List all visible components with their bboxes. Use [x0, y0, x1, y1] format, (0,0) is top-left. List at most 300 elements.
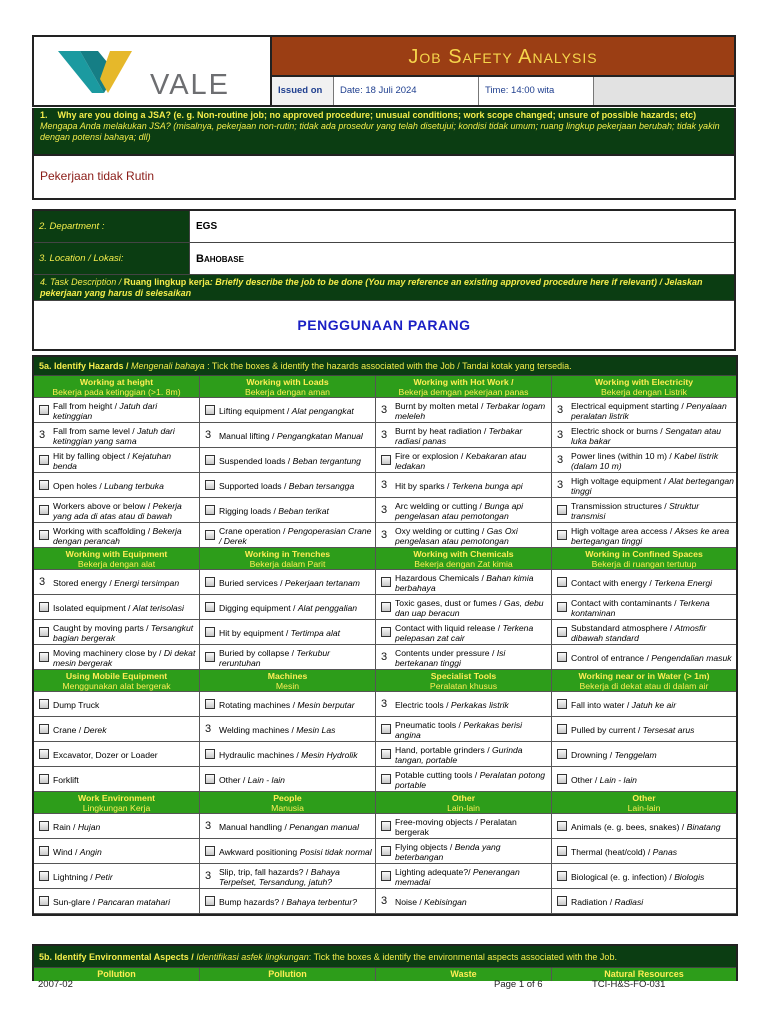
checked-checkbox[interactable]: [39, 577, 49, 587]
category-title: Working in Confined Spaces: [585, 549, 703, 559]
checked-checkbox[interactable]: [205, 871, 215, 881]
hazard-label-en: Hit by falling object /: [53, 450, 133, 461]
hazard-item[interactable]: [376, 595, 552, 620]
hazard-label-id: Penerangan memadai: [395, 866, 520, 887]
hazard-label: [395, 623, 549, 643]
hazard-checkbox[interactable]: [557, 774, 567, 784]
hazard-label-id: Derek: [83, 724, 107, 735]
department-row: [34, 211, 734, 243]
hazard-label-en: Stored energy /: [53, 577, 115, 588]
category-title: Working near or in Water (> 1m): [578, 671, 710, 681]
department-value[interactable]: EGS: [196, 221, 218, 232]
hazard-checkbox[interactable]: [381, 774, 391, 784]
hazard-label: [395, 598, 549, 618]
hazard-category-header: [200, 792, 376, 814]
hazard-item[interactable]: [200, 595, 376, 620]
hazard-label-en: Contents under pressure /: [395, 647, 497, 658]
hazard-label-id: Jatuh dari ketinggian: [53, 400, 158, 421]
hazard-category-header: [200, 548, 376, 570]
hazard-item[interactable]: [34, 523, 200, 548]
hazard-item[interactable]: [552, 473, 736, 498]
category-title: People: [273, 793, 302, 803]
checked-checkbox[interactable]: [557, 455, 567, 465]
category-subtitle: Lingkungan Kerja: [82, 803, 151, 813]
hazard-category-header: [376, 376, 552, 398]
hazard-item[interactable]: [376, 620, 552, 645]
hazard-label: [571, 872, 704, 882]
hazard-category-header: [376, 670, 552, 692]
hazard-label-en: Electric shock or burns /: [571, 425, 666, 436]
hazard-checkbox[interactable]: [39, 896, 49, 906]
hazard-label-en: Pulled by current /: [571, 724, 643, 735]
hazard-item[interactable]: [34, 717, 200, 742]
hazard-item[interactable]: [376, 473, 552, 498]
hazard-checkbox[interactable]: [381, 724, 391, 734]
hazard-label: [219, 603, 357, 613]
hazard-checkbox[interactable]: [39, 505, 49, 515]
hazard-item[interactable]: [200, 523, 376, 548]
section1-number: 1.: [40, 110, 48, 120]
checked-checkbox[interactable]: [381, 896, 391, 906]
category-subtitle: Mesin: [275, 681, 300, 691]
hazard-label-id: Bekerja dengan perancah: [53, 525, 182, 546]
hazard-label-id: Kebakaran atau ledakan: [395, 450, 527, 471]
hazard-checkbox[interactable]: [557, 846, 567, 856]
hazard-checkbox[interactable]: [557, 627, 567, 637]
hazard-item[interactable]: [552, 767, 736, 792]
hazard-label: [53, 872, 113, 882]
hazard-label-en: Toxic gases, dust or fumes /: [395, 597, 504, 608]
hazard-label-en: Manual handling /: [219, 821, 290, 832]
hazard-label: [53, 401, 197, 421]
hazard-label: [219, 725, 335, 735]
hazard-label-en: Caught by moving parts /: [53, 622, 151, 633]
hazard-label-id: Mesin Hydrolik: [301, 749, 358, 760]
hazard-checkbox[interactable]: [39, 871, 49, 881]
hazard-checkbox[interactable]: [39, 846, 49, 856]
hazard-label-en: Burnt by heat radiation /: [395, 425, 489, 436]
hazard-checkbox[interactable]: [381, 602, 391, 612]
hazard-label-id: Gas Oxi pengelasan atau pemotongan: [395, 525, 518, 546]
hazard-label: [395, 770, 549, 790]
category-title: Working at height: [79, 377, 154, 387]
hazard-checkbox[interactable]: [205, 577, 215, 587]
hazard-label-en: Moving machinery close by /: [53, 647, 164, 658]
hazard-label-id: Gurinda tangan, portable: [395, 744, 523, 765]
hazard-label-en: Isolated equipment /: [53, 602, 133, 613]
hazard-item[interactable]: [552, 448, 736, 473]
checked-checkbox[interactable]: [381, 530, 391, 540]
date-field[interactable]: Date: 18 Juli 2024: [334, 77, 479, 105]
checked-checkbox[interactable]: [381, 505, 391, 515]
hazard-item[interactable]: [376, 645, 552, 670]
category-title: Working with Hot Work /: [413, 377, 514, 387]
hazard-label: [53, 578, 179, 588]
hazard-item[interactable]: [376, 864, 552, 889]
time-field[interactable]: Time: 14:00 wita: [479, 77, 594, 105]
hazard-label-id: Energi tersimpan: [114, 577, 180, 588]
hazard-label-id: Angin: [79, 846, 102, 857]
hazard-label-id: Lubang terbuka: [104, 480, 164, 491]
hazard-label: [53, 623, 197, 643]
hazard-item[interactable]: [376, 717, 552, 742]
hazard-label: [53, 725, 107, 735]
hazard-item[interactable]: [200, 814, 376, 839]
hazard-checkbox[interactable]: [39, 480, 49, 490]
hazard-item[interactable]: [376, 692, 552, 717]
section1-question: [32, 108, 736, 156]
hazard-label: [571, 401, 734, 421]
hazard-item[interactable]: [552, 864, 736, 889]
section5b-title: [34, 946, 736, 968]
hazard-checkbox[interactable]: [557, 577, 567, 587]
hazard-label-id: Penangan manual: [289, 821, 359, 832]
hazard-label: [53, 847, 102, 857]
section1-question-en: Why are you doing a JSA? (e. g. Non-routine job; no approved procedure; unusual conditions; work scope changed; unsure of possible hazards; etc): [57, 110, 697, 120]
hazard-label-id: Terbakar logam meleleh: [395, 400, 546, 421]
hazard-checkbox[interactable]: [205, 405, 215, 415]
hazard-label-id: Mesin berputar: [297, 699, 355, 710]
section5a-title: [34, 357, 736, 376]
hazard-label-en: Lifting equipment /: [219, 405, 292, 416]
category-title: Other: [632, 793, 656, 803]
hazard-item[interactable]: [376, 814, 552, 839]
hazard-item[interactable]: [200, 767, 376, 792]
hazard-item[interactable]: [376, 498, 552, 523]
checked-checkbox[interactable]: [39, 430, 49, 440]
hazard-label-en: Buried services /: [219, 577, 285, 588]
hazard-item[interactable]: [200, 717, 376, 742]
hazard-item[interactable]: [552, 620, 736, 645]
hazard-label-en: Welding machines /: [219, 724, 297, 735]
hazard-item[interactable]: [34, 864, 200, 889]
hazard-checkbox[interactable]: [557, 896, 567, 906]
hazard-label-id: Penyalaan peralatan listrik: [571, 400, 727, 421]
hazard-checkbox[interactable]: [205, 530, 215, 540]
hazard-item[interactable]: [34, 595, 200, 620]
hazard-checkbox[interactable]: [557, 530, 567, 540]
footer-page-number: Page 1 of 6: [494, 979, 543, 990]
hazard-item[interactable]: [200, 692, 376, 717]
hazard-item[interactable]: [200, 570, 376, 595]
hazard-label-en: Awkward positioning: [219, 846, 300, 857]
hazard-label: [395, 897, 467, 907]
hazard-label-id: Hujan: [77, 821, 101, 832]
hazard-label: [395, 745, 549, 765]
checked-checkbox[interactable]: [381, 652, 391, 662]
hazard-item[interactable]: [552, 570, 736, 595]
hazard-label-en: Wind /: [53, 846, 80, 857]
hazard-checkbox[interactable]: [381, 821, 391, 831]
section5b-title-a: 5b. Identify Environmental Aspects /: [39, 952, 194, 962]
footer-form-code: TCI-H&S-FO-031: [592, 979, 666, 990]
hazard-checkbox[interactable]: [39, 652, 49, 662]
category-title: Using Mobile Equipment: [65, 671, 168, 681]
hazard-checkbox[interactable]: [557, 821, 567, 831]
category-subtitle: Bekerja pada ketinggian (>1. 8m): [52, 387, 181, 397]
hazard-item[interactable]: [200, 742, 376, 767]
hazard-item[interactable]: [200, 864, 376, 889]
hazard-item[interactable]: [552, 498, 736, 523]
hazard-label-en: High voltage area access /: [571, 525, 675, 536]
hazard-item[interactable]: [34, 570, 200, 595]
hazard-item[interactable]: [376, 448, 552, 473]
hazard-checkbox[interactable]: [39, 455, 49, 465]
hazard-label: [571, 476, 734, 496]
hazard-label-id: Isi bertekanan tinggi: [395, 647, 506, 668]
checked-checkbox[interactable]: [381, 699, 391, 709]
hazard-item[interactable]: [34, 742, 200, 767]
hazard-item[interactable]: [552, 645, 736, 670]
hazard-item[interactable]: [34, 767, 200, 792]
hazard-label-en: Free-moving objects / Peralatan bergerak: [395, 816, 517, 837]
hazard-checkbox[interactable]: [557, 749, 567, 759]
hazard-item[interactable]: [552, 839, 736, 864]
hazard-checkbox[interactable]: [381, 871, 391, 881]
hazard-item[interactable]: [34, 398, 200, 423]
hazard-checkbox[interactable]: [39, 749, 49, 759]
hazard-label: [219, 406, 354, 416]
checked-checkbox[interactable]: [381, 405, 391, 415]
hazard-checkbox[interactable]: [205, 846, 215, 856]
hazard-item[interactable]: [200, 889, 376, 914]
hazard-label-en: Fire or explosion /: [395, 450, 466, 461]
hazard-label: [395, 451, 549, 471]
hazard-label: [571, 847, 677, 857]
hazard-label-id: Atmosfir dibawah standard: [571, 622, 707, 643]
category-subtitle: Lain-lain: [627, 803, 661, 813]
hazard-checkbox[interactable]: [381, 749, 391, 759]
hazard-item[interactable]: [200, 839, 376, 864]
hazard-category-header: [552, 670, 736, 692]
hazard-item[interactable]: [552, 717, 736, 742]
category-title: Other: [451, 793, 476, 803]
checked-checkbox[interactable]: [557, 480, 567, 490]
hazard-checkbox[interactable]: [39, 405, 49, 415]
checked-checkbox[interactable]: [557, 405, 567, 415]
hazard-label: [395, 700, 509, 710]
hazard-item[interactable]: [34, 423, 200, 448]
hazard-label-en: Hit by sparks /: [395, 480, 452, 491]
hazard-item[interactable]: [376, 767, 552, 792]
category-title: Working with Chemicals: [413, 549, 514, 559]
task-label-a: 4. Task Description /: [40, 277, 124, 287]
category-subtitle: Bekerja dengan aman: [244, 387, 330, 397]
checked-checkbox[interactable]: [381, 480, 391, 490]
department-label: 2. Department :: [34, 211, 190, 242]
hazard-label-en: Fall from height /: [53, 400, 120, 411]
hazard-label-en: Sun-glare /: [53, 896, 98, 907]
hazard-label-id: Tersangkut bagian bergerak: [53, 622, 194, 643]
hazard-label-en: Working with scaffolding /: [53, 525, 153, 536]
hazard-checkbox[interactable]: [557, 602, 567, 612]
hazard-label-en: Rigging loads /: [219, 505, 279, 516]
hazard-item[interactable]: [34, 645, 200, 670]
hazard-category-header: [376, 548, 552, 570]
hazard-label: [219, 700, 355, 710]
hazard-checkbox[interactable]: [557, 505, 567, 515]
hazard-label: [219, 481, 354, 491]
checked-checkbox[interactable]: [205, 821, 215, 831]
checked-checkbox[interactable]: [205, 430, 215, 440]
hazard-checkbox[interactable]: [205, 699, 215, 709]
hazard-checkbox[interactable]: [205, 749, 215, 759]
hazard-label-id: Panas: [652, 846, 678, 857]
category-subtitle: Bekerja dengan Zat kimia: [414, 559, 513, 569]
hazard-checkbox[interactable]: [205, 896, 215, 906]
hazard-item[interactable]: [376, 889, 552, 914]
hazard-checkbox[interactable]: [205, 505, 215, 515]
hazard-item[interactable]: [200, 620, 376, 645]
hazard-label-en: Fall from same level /: [53, 425, 138, 436]
hazard-item[interactable]: [34, 889, 200, 914]
hazard-item[interactable]: [376, 839, 552, 864]
hazard-checkbox[interactable]: [557, 724, 567, 734]
hazard-item[interactable]: [34, 620, 200, 645]
hazard-label-en: Arc welding or cutting /: [395, 500, 485, 511]
section5a-title-c: : Tick the boxes & identify the hazards associated with the Job / Tandai kotak yang tersedia.: [204, 361, 572, 371]
hazard-label-en: Power lines (within 10 m) /: [571, 450, 675, 461]
blank-field[interactable]: [594, 77, 734, 105]
checked-checkbox[interactable]: [557, 430, 567, 440]
hazard-label-id: Alat terisolasi: [132, 602, 184, 613]
hazard-item[interactable]: [552, 742, 736, 767]
hazard-label: [219, 506, 329, 516]
hazard-label-id: Tenggelam: [614, 749, 657, 760]
hazard-item[interactable]: [552, 423, 736, 448]
logo-wordmark: VALE: [150, 69, 231, 101]
category-subtitle: Bekerja di ruangan tertutup: [591, 559, 697, 569]
hazard-label: [219, 526, 373, 546]
hazard-label: [53, 501, 197, 521]
hazard-checkbox[interactable]: [557, 699, 567, 709]
hazard-item[interactable]: [200, 645, 376, 670]
hazard-label-id: Terkena Energi: [654, 577, 713, 588]
hazard-label-id: Terkena kontaminan: [571, 597, 710, 618]
hazard-checkbox[interactable]: [381, 627, 391, 637]
hazard-item[interactable]: [34, 473, 200, 498]
hazard-checkbox[interactable]: [557, 652, 567, 662]
hazard-checkbox[interactable]: [205, 627, 215, 637]
document-title: Job Safety Analysis: [272, 37, 734, 77]
hazard-label-id: Pengendalian masuk: [651, 652, 732, 663]
hazard-checkbox[interactable]: [205, 652, 215, 662]
hazard-item[interactable]: [34, 448, 200, 473]
hazard-label-en: Bump hazards? /: [219, 896, 287, 907]
hazard-checkbox[interactable]: [39, 602, 49, 612]
hazard-item[interactable]: [200, 498, 376, 523]
hazard-checkbox[interactable]: [39, 627, 49, 637]
hazard-label: [53, 822, 100, 832]
hazard-checkbox[interactable]: [381, 455, 391, 465]
hazard-label: [571, 822, 721, 832]
hazard-item[interactable]: [376, 742, 552, 767]
hazard-item[interactable]: [34, 498, 200, 523]
hazard-label: [571, 598, 734, 618]
hazard-checkbox[interactable]: [205, 480, 215, 490]
hazard-item[interactable]: [552, 889, 736, 914]
hazard-checkbox[interactable]: [39, 530, 49, 540]
hazard-label-en: Other /: [571, 774, 600, 785]
hazard-checkbox[interactable]: [205, 602, 215, 612]
hazard-label-id: Petir: [95, 871, 113, 882]
hazard-item[interactable]: [552, 814, 736, 839]
hazard-item[interactable]: [200, 448, 376, 473]
hazard-label-en: Excavator, Dozer or Loader: [53, 749, 158, 760]
category-title: Working in Trenches: [244, 549, 331, 559]
hazard-label: [53, 603, 184, 613]
hazard-label-en: Animals (e. g. bees, snakes) /: [571, 821, 687, 832]
jsa-header: [32, 35, 736, 107]
hazard-item[interactable]: [34, 839, 200, 864]
hazard-label: [219, 456, 361, 466]
hazard-label-id: Beban terikat: [278, 505, 329, 516]
hazard-item[interactable]: [200, 398, 376, 423]
hazard-label: [571, 750, 657, 760]
hazard-label: [571, 700, 676, 710]
section1-question-id: Mengapa Anda melakukan JSA? (misalnya, pekerjaan non-rutin; tidak ada prosedur yang telah disetujui; kondisi tidak umum; ruang lingkup pekerjaan berubah; tidak yakin dengan potensi bahaya; dll): [40, 121, 720, 142]
hazard-checkbox[interactable]: [39, 774, 49, 784]
hazard-item[interactable]: [376, 523, 552, 548]
issued-label: Issued on: [272, 77, 334, 105]
hazard-label-en: Supported loads /: [219, 480, 289, 491]
checked-checkbox[interactable]: [205, 724, 215, 734]
section1-answer[interactable]: Pekerjaan tidak Rutin: [32, 156, 736, 200]
hazard-label-en: Contact with liquid release /: [395, 622, 503, 633]
task-description-value[interactable]: PENGGUNAAN PARANG: [297, 317, 471, 333]
hazard-item[interactable]: [552, 692, 736, 717]
category-title: Working with Electricity: [594, 377, 694, 387]
hazard-checkbox[interactable]: [39, 821, 49, 831]
hazard-checkbox[interactable]: [381, 577, 391, 587]
hazard-item[interactable]: [376, 398, 552, 423]
hazard-checkbox[interactable]: [205, 774, 215, 784]
hazard-label-en: Lightning /: [53, 871, 96, 882]
hazard-category-header: [200, 670, 376, 692]
hazard-label: [53, 526, 197, 546]
hazard-category-header: [200, 376, 376, 398]
category-subtitle: Bekerja di dekat atau di dalam air: [579, 681, 709, 691]
location-value[interactable]: Bahobase: [196, 253, 244, 265]
hazard-label-id: Alat bertegangan tinggi: [571, 475, 734, 496]
hazard-item[interactable]: [552, 523, 736, 548]
hazard-checkbox[interactable]: [39, 699, 49, 709]
hazard-item[interactable]: [376, 423, 552, 448]
hazard-item[interactable]: [552, 595, 736, 620]
hazard-label: [571, 526, 734, 546]
hazard-label-en: Hydraulic machines /: [219, 749, 302, 760]
section5b-environmental: [32, 944, 738, 981]
category-subtitle: Menggunakan alat bergerak: [62, 681, 171, 691]
hazard-checkbox[interactable]: [205, 455, 215, 465]
hazard-label-en: Contact with energy /: [571, 577, 655, 588]
hazard-item[interactable]: [552, 398, 736, 423]
hazard-checkbox[interactable]: [39, 724, 49, 734]
hazard-item[interactable]: [34, 692, 200, 717]
category-title: Machines: [267, 671, 308, 681]
hazard-item[interactable]: [34, 814, 200, 839]
checked-checkbox[interactable]: [381, 430, 391, 440]
hazard-label-en: Contact with contaminants /: [571, 597, 679, 608]
hazard-label-id: Kebisingan: [424, 896, 467, 907]
hazard-item[interactable]: [200, 423, 376, 448]
hazard-item[interactable]: [376, 570, 552, 595]
hazard-checkbox[interactable]: [557, 871, 567, 881]
hazard-label-id: Terbakar radiasi panas: [395, 425, 523, 446]
hazard-item[interactable]: [200, 473, 376, 498]
hazard-checkbox[interactable]: [381, 846, 391, 856]
hazard-label-id: Akses ke area bertegangan tinggi: [571, 525, 730, 546]
